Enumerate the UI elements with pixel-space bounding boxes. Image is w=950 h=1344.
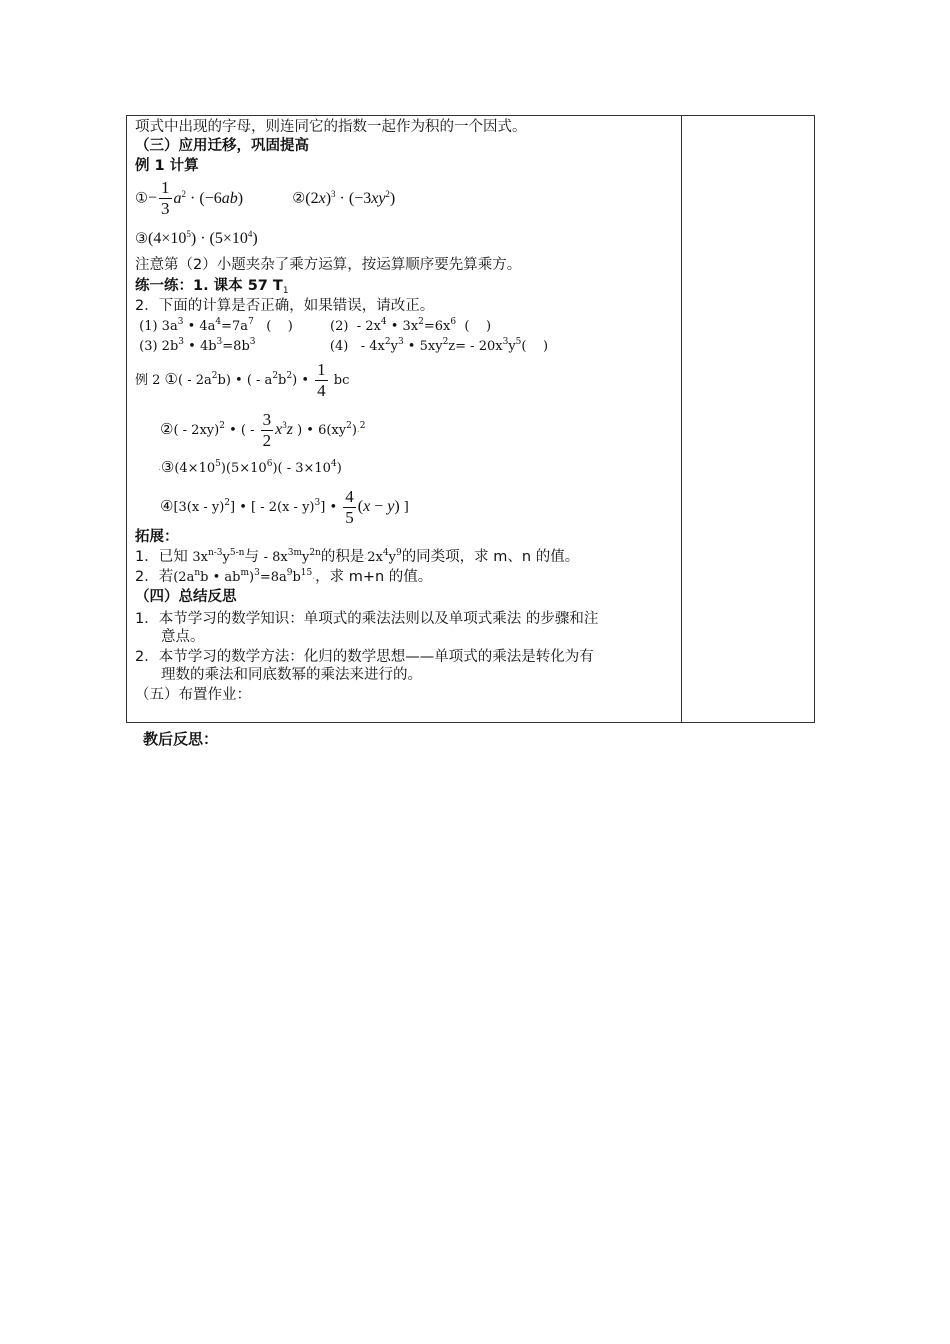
extension-heading: 拓展： [135, 529, 179, 545]
lesson-table [126, 115, 815, 723]
practice-item-1-2: (1) $3a^3$ • $4a^4=7a^7$ ( ) $(2) - 2x^4$ • $3x^2=6x^6$ ( ) [135, 317, 492, 334]
question-2: 2．下面的计算是否正确，如果错误，请改正。 [135, 298, 435, 314]
circled-two: ② [292, 190, 306, 207]
practice-label: 练一练： [135, 278, 193, 294]
practice-line [135, 277, 289, 295]
fraction-one-third: $\frac{1}{3}$ [161, 178, 170, 218]
circled-three: ③ [135, 231, 148, 247]
summary-2-line-a: 2．本节学习的数学方法：化归的数学思想——单项式的乘法是转化为有 [135, 649, 594, 665]
summary-1-line-b: 意点。 [161, 629, 205, 645]
example-1-row-b: $③(4\times 10^5) \cdot (5\times 10^4)$ [135, 229, 258, 247]
section-three-heading: （三）应用迁移，巩固提高 [135, 138, 309, 154]
column-divider [681, 116, 682, 722]
summary-1-line-a: 1．本节学习的数学知识：单项式的乘法法则以及单项式乘法 的步骤和注 [135, 611, 599, 627]
fraction-three-halves: $\frac{3}{2}$ [262, 410, 272, 450]
example-1-row-a: ①− $\frac{1}{3}$ $a^2 \cdot (-6ab)$ $②(2x)^3 \cdot (-3xy^2)$ [135, 178, 396, 218]
extension-item-2: 2．若($2a^nb$ • $ab^m)^3=8a^9b^{15}$.，求 m+n 的值。 [135, 568, 433, 585]
example-2-row-4: ④[3(x - y)$^2$] • [ - 2(x - y)$^3$] • $\frac{4}{5}$ (x − y) ] [160, 487, 409, 527]
fraction-four-fifths: $\frac{4}{5}$ [345, 487, 354, 527]
section-four-heading: （四）总结反思 [135, 589, 237, 605]
example-2-row-3: $.③(4\times 10^5)(5\times 10^6)( - 3\times 10^4)$ [158, 458, 342, 476]
fraction-one-fourth: $\frac{1}{4}$ [317, 360, 326, 400]
example-2-row-1: 例 2 ①( - $2a^2b$) • ( - $a^2b^2$) • $\frac{1}{4}$ bc [135, 360, 350, 400]
practice-item-3-4: (3) $2b^3$ • $4b^3=8b^3$ $(4) - 4x^2y^3$ • $5xy^2z= - 20x^3y^5$( ) [135, 337, 549, 354]
example-2-label: 例 2 [135, 373, 161, 388]
note-text: 注意第（2）小题夹杂了乘方运算，按运算顺序要先算乘方。 [135, 257, 522, 273]
section-five-heading: （五）布置作业： [135, 687, 251, 703]
practice-text: 1. 课本 57 T [193, 278, 283, 294]
practice-subscript: 1 [282, 286, 289, 296]
intro-text: 项式中出现的字母，则连同它的指数一起作为积的一个因式。 [135, 119, 527, 135]
example-2-row-2: ②( - 2xy)$^2$ • ( - $\frac{3}{2}$ $x^3z$ ) • $6(xy^2).^2$ [160, 410, 366, 450]
circled-one: ① [135, 190, 148, 207]
content-cell [135, 116, 675, 722]
example-1-title: 例 1 计算 [135, 158, 199, 174]
summary-2-line-b: 理数的乘法和同底数幂的乘法来进行的。 [161, 667, 422, 683]
extension-item-1: 1．已知 $3x^{n-3}y^{5-n}$与 - $8x^{3m}y^{2n}$的积是$.2x^4y^9$的同类项，求 m、n 的值。 [135, 548, 580, 565]
post-class-reflection: 教后反思： [143, 730, 219, 748]
